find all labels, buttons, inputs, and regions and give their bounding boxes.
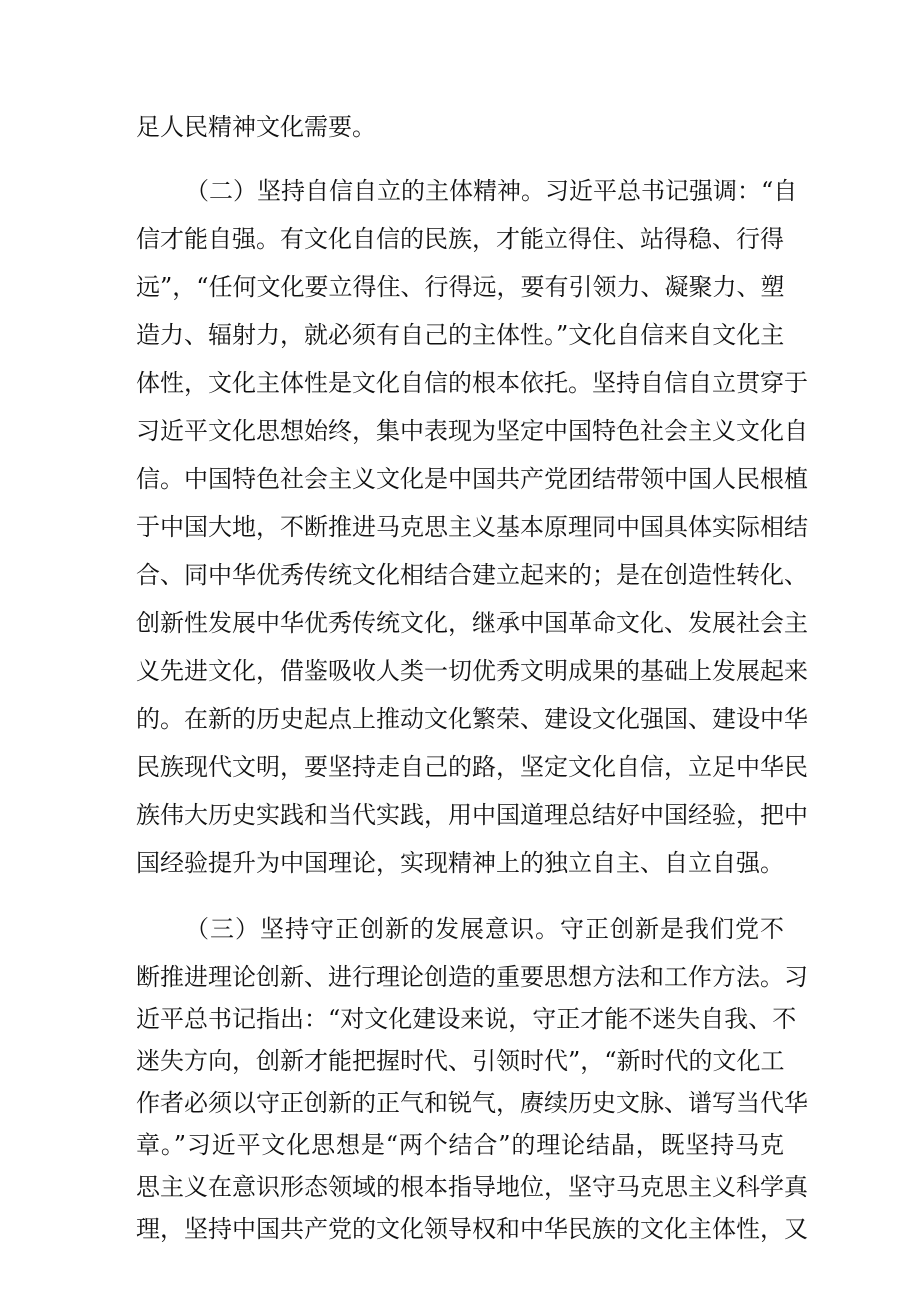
para2-line-15: 国经验提升为中国理论，实现精神上的独立自主、自立自强。 — [136, 849, 784, 877]
para2-line-1: （二）坚持自信自立的主体精神。习近平总书记强调：“自 — [185, 177, 798, 205]
para2-line-4: 造力、辐射力，就必须有自己的主体性。”文化自信来自文化主 — [136, 321, 785, 349]
para2-line-7: 信。中国特色社会主义文化是中国共产党团结带领中国人民根植 — [136, 465, 808, 493]
para2-line-13: 民族现代文明，要坚持走自己的路，坚定文化自信，立足中华民 — [136, 753, 808, 781]
para3-line-5: 作者必须以守正创新的正气和锐气，赓续历史文脉、谱写当代华 — [136, 1089, 808, 1117]
para2-line-14: 族伟大历史实践和当代实践，用中国道理总结好中国经验，把中 — [136, 801, 808, 829]
para3-line-2: 断推进理论创新、进行理论创造的重要思想方法和工作方法。习 — [136, 963, 808, 991]
para3-line-3: 近平总书记指出：“对文化建设来说，守正才能不迷失自我、不 — [136, 1005, 797, 1033]
para2-line-12: 的。在新的历史起点上推动文化繁荣、建设文化强国、建设中华 — [136, 705, 808, 733]
para3-line-4: 迷失方向，创新才能把握时代、引领时代”，“新时代的文化工 — [136, 1047, 785, 1075]
para2-line-9: 合、同中华优秀传统文化相结合建立起来的；是在创造性转化、 — [136, 561, 808, 589]
para3-line-8: 理，坚持中国共产党的文化领导权和中华民族的文化主体性，又 — [136, 1215, 808, 1243]
para2-line-11: 义先进文化，借鉴吸收人类一切优秀文明成果的基础上发展起来 — [136, 657, 808, 685]
para2-line-8: 于中国大地，不断推进马克思主义基本原理同中国具体实际相结 — [136, 513, 808, 541]
para1-line-1: 足人民精神文化需要。 — [136, 113, 376, 141]
para2-line-5: 体性，文化主体性是文化自信的根本依托。坚持自信自立贯穿于 — [136, 369, 808, 397]
para2-line-3: 远”，“任何文化要立得住、行得远，要有引领力、凝聚力、塑 — [136, 273, 785, 301]
para2-line-10: 创新性发展中华优秀传统文化，继承中国革命文化、发展社会主 — [136, 609, 808, 637]
para3-line-7: 思主义在意识形态领域的根本指导地位，坚守马克思主义科学真 — [136, 1173, 808, 1201]
para3-line-6: 章。”习近平文化思想是“两个结合”的理论结晶，既坚持马克 — [136, 1131, 784, 1159]
para3-line-1: （三）坚持守正创新的发展意识。守正创新是我们党不 — [185, 915, 784, 943]
para2-line-2: 信才能自强。有文化自信的民族，才能立得住、站得稳、行得 — [136, 225, 784, 253]
para2-line-6: 习近平文化思想始终，集中表现为坚定中国特色社会主义文化自 — [136, 417, 808, 445]
